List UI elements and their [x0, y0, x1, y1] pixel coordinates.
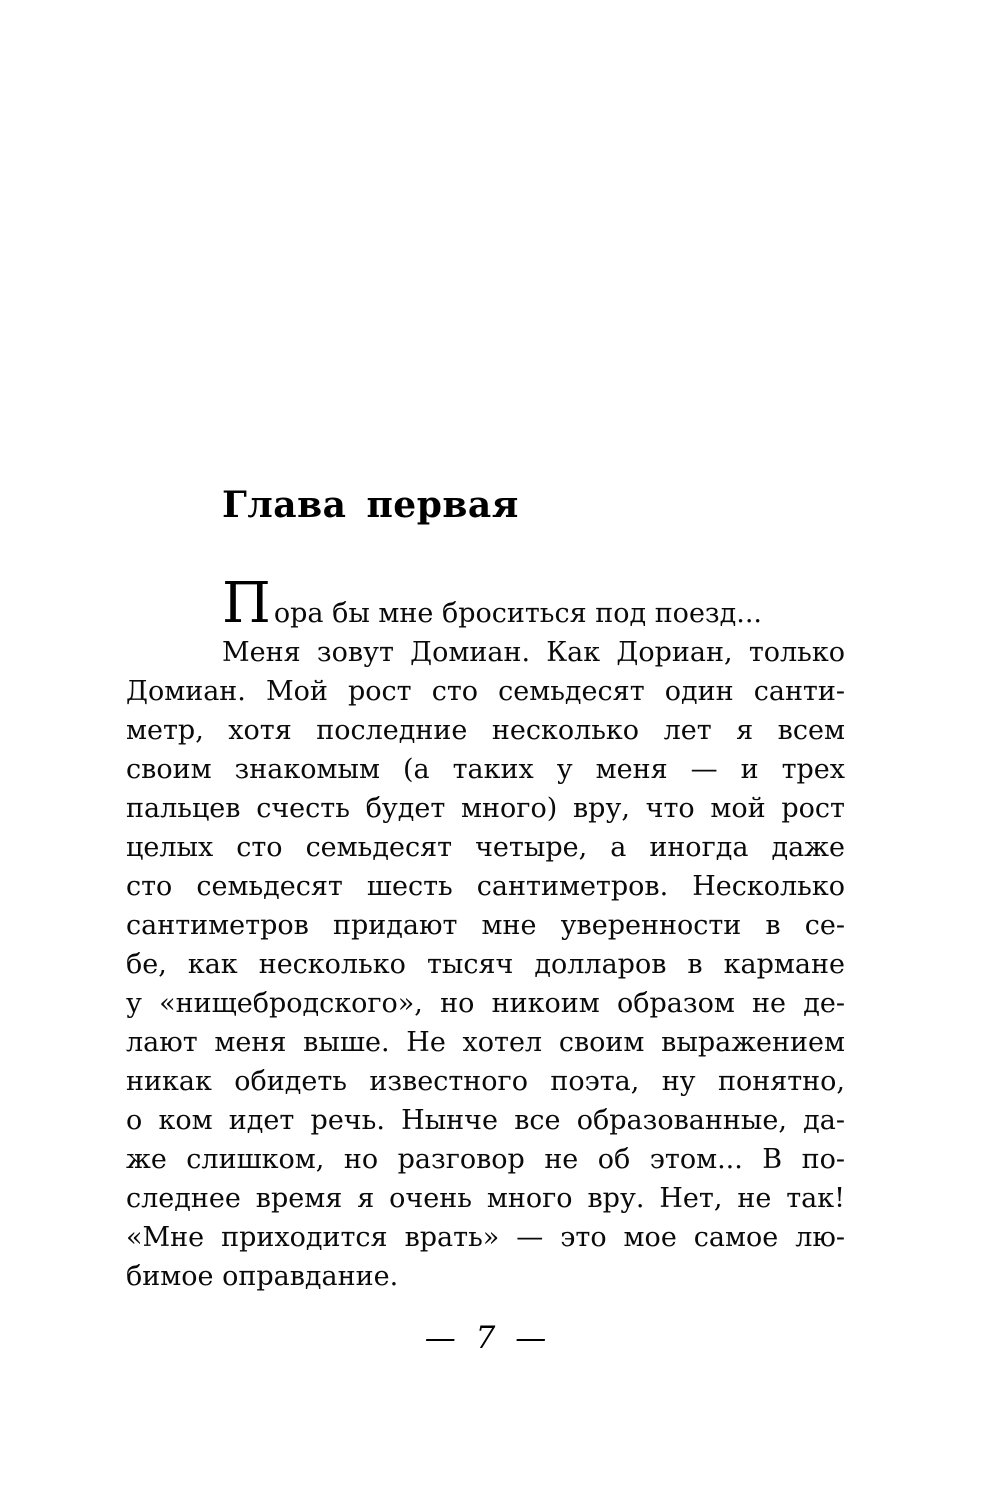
text-line: у «нищебродского», но никоим образом не де- [126, 988, 845, 1019]
text-line: метр, хотя последние несколько лет я всем [126, 715, 845, 746]
text-line: сто семьдесят шесть сантиметров. Несколько [126, 871, 845, 902]
text-line: о ком идет речь. Нынче все образованные, да- [126, 1105, 845, 1136]
text-line: целых сто семьдесят четыре, а иногда даже [126, 832, 845, 863]
text-line: бимое оправдание. [126, 1261, 399, 1292]
line-text: ора бы мне броситься под поезд... [273, 598, 763, 629]
body-text-block [126, 571, 845, 1296]
drop-cap: П [222, 571, 271, 636]
text-line [126, 571, 845, 636]
text-line: сантиметров придают мне уверенности в се- [126, 910, 845, 941]
text-line: пальцев счесть будет много) вру, что мой рост [126, 793, 845, 824]
text-line: Меня зовут Домиан. Как Дориан, только [222, 637, 845, 668]
text-line: Домиан. Мой рост сто семьдесят один санти- [126, 676, 845, 707]
text-line: лают меня выше. Не хотел своим выражением [126, 1027, 845, 1058]
text-line: же слишком, но разговор не об этом... В по- [126, 1144, 845, 1175]
text-line: никак обидеть известного поэта, ну понятно, [126, 1066, 845, 1097]
text-line: своим знакомым (а таких у меня — и трех [126, 754, 845, 785]
text-line: «Мне приходится врать» — это мое самое лю- [126, 1222, 845, 1253]
page-number: — 7 — [424, 1320, 547, 1356]
chapter-heading: Глава первая [222, 484, 519, 526]
text-line: следнее время я очень много вру. Нет, не так! [126, 1183, 845, 1214]
text-line: бе, как несколько тысяч долларов в кармане [126, 949, 845, 980]
